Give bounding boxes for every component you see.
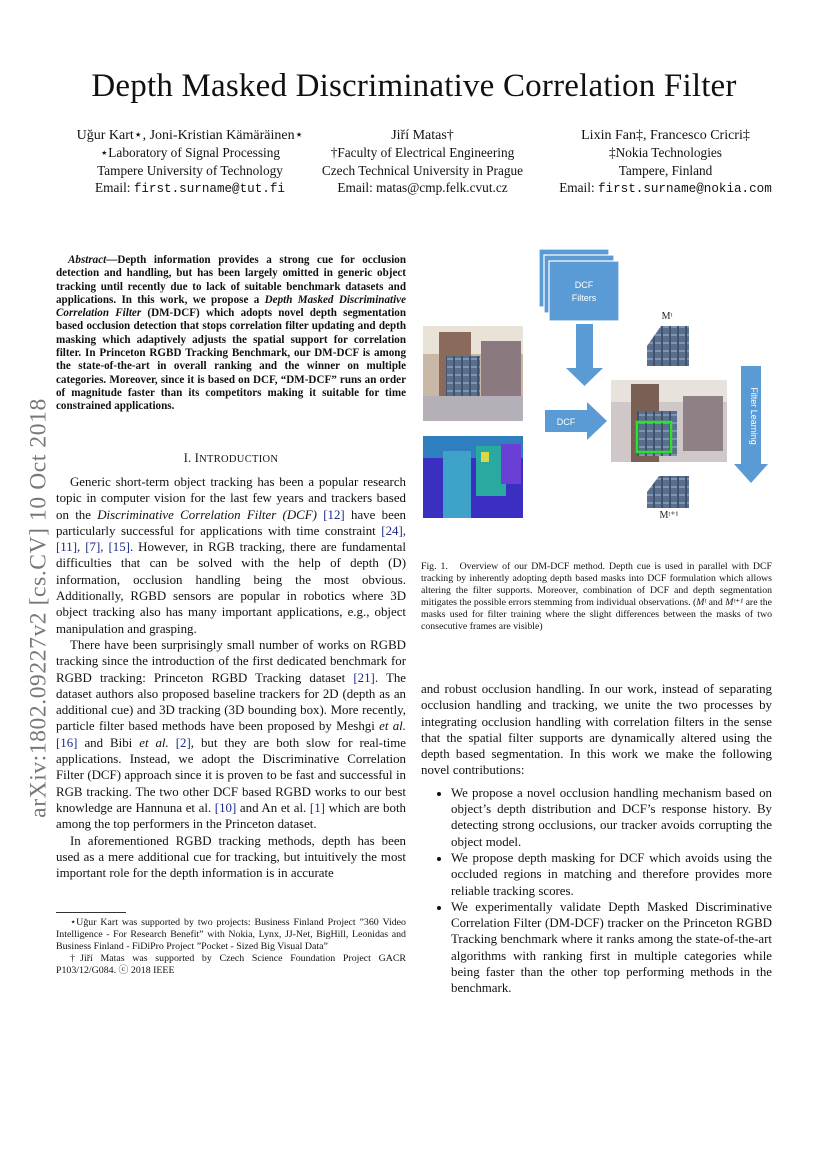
abstract	[56, 254, 406, 414]
arxiv-stamp	[24, 365, 54, 850]
mask-t-image	[647, 311, 689, 366]
citation-link[interactable]: [2]	[175, 735, 191, 750]
citation-link[interactable]: [16]	[56, 735, 78, 750]
citation-link[interactable]: [10]	[214, 800, 237, 815]
abstract-label: Abstract	[68, 254, 107, 266]
right-column-body	[421, 681, 772, 997]
arxiv-stamp-text: arXiv:1802.09227v2 [cs.CV] 10 Oct 2018	[25, 397, 52, 818]
dcf-arrow-label: DCF	[556, 417, 576, 427]
tracking-frame-image	[611, 380, 727, 462]
author-email-line	[300, 179, 545, 196]
email-prefix: Email:	[559, 180, 598, 196]
introduction-body	[56, 474, 406, 881]
author-affiliation: ‡Nokia Technologies	[609, 145, 722, 161]
section-title-initial: I	[194, 451, 200, 465]
abstract-method-name: Depth Masked Discriminative Correlation Filter	[56, 293, 407, 320]
arrow-right-icon	[545, 402, 607, 440]
filter-learning-label: Filter Learning	[749, 387, 759, 445]
caption-text: and	[706, 597, 726, 609]
dcf-filters-label-1: DCF	[574, 280, 594, 290]
footnotes	[56, 917, 406, 977]
mask-t-label: Mᵗ	[661, 311, 673, 322]
contribution-item: • We propose depth masking for DCF which avoids using the occluded regions in matching and therefore provides more reliable tracking scores.	[451, 850, 772, 899]
intro-paragraph-1: Generic short-term object tracking has been a popular research topic in computer vision for the last few years and trackers based on the Discriminative Correlation Filter (DCF) [12] have been particularly successful for applications with time constraint [24], [11], [7], [15]. However, in RGB tracking, there are fundamental difficulties that can be solved with the help of depth (D) information, occlusion handling being the most obvious. Additionally, RGBD sensors are popular in robotics where 3D object tracking also has many important applications, e.g., object manipulation and grasping.	[56, 475, 406, 636]
author-block-2	[300, 127, 545, 197]
citation-link[interactable]: [24], [11], [7], [15]	[56, 523, 406, 555]
author-institution: Tampere University of Technology	[97, 162, 283, 178]
author-email[interactable]: first.surname@nokia.com	[597, 182, 772, 197]
citation-link[interactable]: [12]	[323, 507, 345, 522]
author-names: Uğur Kart⋆, Joni-Kristian Kämäräinen⋆	[76, 128, 304, 143]
caption-text: are the masks used for filter training where the slight differences between the masks of two consecutive frames are visible)	[421, 597, 772, 633]
filter-learning-arrow-icon	[734, 366, 768, 483]
intro-paragraph-2: There have been surprisingly small number of works on RGBD tracking since the introduction of the first dedicated benchmark for RGBD tracking: Princeton RGBD Tracking dataset [21]. The dataset authors also proposed baseline trackers for 2D (depth as an additional cue) and 3D tracking (3D bounding box). More recently, particle filter based methods have been proposed by Meshgi et al. [16] and Bibi et al. [2], but they are both slow for real-time applications. Instead, we adopt the Discriminative Correlation Filter (DCF) approach since it is proven to be fast and successful in RGB tracking. The two other DCF based RGBD works to our best knowledge are Hannuna et al. [10] and An et al. [1] which are both among the top performers in the Princeton dataset.	[56, 637, 406, 832]
author-email-line	[528, 179, 803, 198]
paper-title: Depth Masked Discriminative Correlation Filter	[91, 68, 737, 104]
contributions-list	[421, 785, 772, 997]
author-institution: Czech Technical University in Prague	[321, 162, 524, 178]
caption-text: Overview of our DM-DCF method. Depth cue is used in parallel with DCF tracking by inherently adopting depth based masks into DCF formulation which allows altering the filter supports. Moreover, combination of DCF and depth segmentation mitigates the possible errors stemming from individual observations. (	[421, 561, 772, 609]
caption-math: Mᵗ⁺¹	[725, 597, 744, 609]
author-block-1	[50, 127, 330, 199]
author-email[interactable]: matas@cmp.felk.cvut.cz	[376, 180, 508, 196]
contribution-item: • We propose a novel occlusion handling mechanism based on object’s depth distribution and DCF’s response history. By detecting strong occlusions, our tracker avoids corrupting the object model.	[451, 785, 772, 850]
abstract-text: —Depth information provides a strong cue for occlusion detection and handling, but has been largely omitted in generic object tracking until recently due to lack of suitable benchmark datasets and applications. In this work, we propose a	[56, 254, 406, 306]
section-number: I.	[183, 451, 195, 465]
depth-frame-image	[423, 436, 523, 518]
section-title-rest: NTRODUCTION	[199, 454, 279, 465]
section-heading-introduction	[56, 451, 406, 466]
author-institution: Tampere, Finland	[618, 162, 713, 178]
right-paragraph-1: and robust occlusion handling. In our work, instead of separating occlusion handling and tracking, we unite the two processes by integrating occlusion handling with correlation filters in the sense that the spatial filter supports are dynamically altered using the depth based segmentation. In this work we make the following novel contributions:	[421, 682, 772, 778]
footnote-1: ⋆Uğur Kart was supported by two projects: Business Finland Project ”360 Video Intelligence - For Research Benefit” with Nokia, Lynx, JJ-Net, BigHill, Leonidas and Business Finland - FiDiPro Project ”Pocket - Sized Big Visual Data”	[56, 917, 406, 953]
citation-link[interactable]: [1]	[309, 800, 325, 815]
contribution-item: • We experimentally validate Depth Masked Discriminative Correlation Filter (DM-DCF) tracker on the Princeton RGBD Tracking benchmark where it ranks among the state-of-the-art algorithms with ranking first in multiple categories while being faster than the other top performing methods in the benchmark.	[451, 899, 772, 997]
figure-1	[421, 246, 776, 518]
author-email-line	[50, 179, 330, 198]
mask-t1-image	[647, 476, 689, 518]
citation-link[interactable]: [21]	[353, 670, 375, 685]
author-affiliation: †Faculty of Electrical Engineering	[330, 145, 515, 161]
footnote-divider	[56, 912, 126, 913]
caption-label: Fig. 1.	[421, 561, 448, 572]
footnote-2: †Jiří Matas was supported by Czech Science Foundation Project GACR P103/12/G084. ⓒ 2018 IEEE	[56, 953, 406, 977]
figure-1-diagram	[421, 246, 776, 518]
author-names: Jiří Matas†	[391, 128, 454, 143]
dcf-filters-label-2: Filters	[571, 293, 597, 303]
caption-math: Mᵗ	[696, 597, 707, 609]
rgb-frame-image	[423, 326, 523, 421]
mask-t1-label: Mᵗ⁺¹	[659, 510, 679, 518]
abstract-text: (DM-DCF) which adopts novel depth segmentation based occlusion detection that stops correlation filter updating and depth masking which adaptively adjusts the spatial support for correlation filter. In Princeton RGBD Tracking Benchmark, our DM-DCF is among the state-of-the-art in overall ranking and the winner on multiple categories. Moreover, since it is based on DCF, “DM-DCF” runs an order of magnitude faster than its competitors making it suitable for time constrained applications.	[56, 307, 406, 413]
figure-1-caption	[421, 561, 772, 634]
intro-paragraph-3: In aforementioned RGBD tracking methods, depth has been used as a mere additional cue for tracking, but intuitively the most important role for the depth information is in accurate	[56, 833, 406, 881]
dcf-filters-stack	[539, 249, 619, 321]
email-prefix: Email:	[95, 180, 134, 196]
author-email[interactable]: first.surname@tut.fi	[133, 182, 285, 197]
email-prefix: Email:	[337, 180, 377, 196]
author-affiliation: ⋆Laboratory of Signal Processing	[99, 145, 281, 161]
arrow-down-icon	[566, 324, 603, 386]
author-names: Lixin Fan‡, Francesco Cricri‡	[581, 128, 750, 143]
author-block-3	[528, 127, 803, 199]
